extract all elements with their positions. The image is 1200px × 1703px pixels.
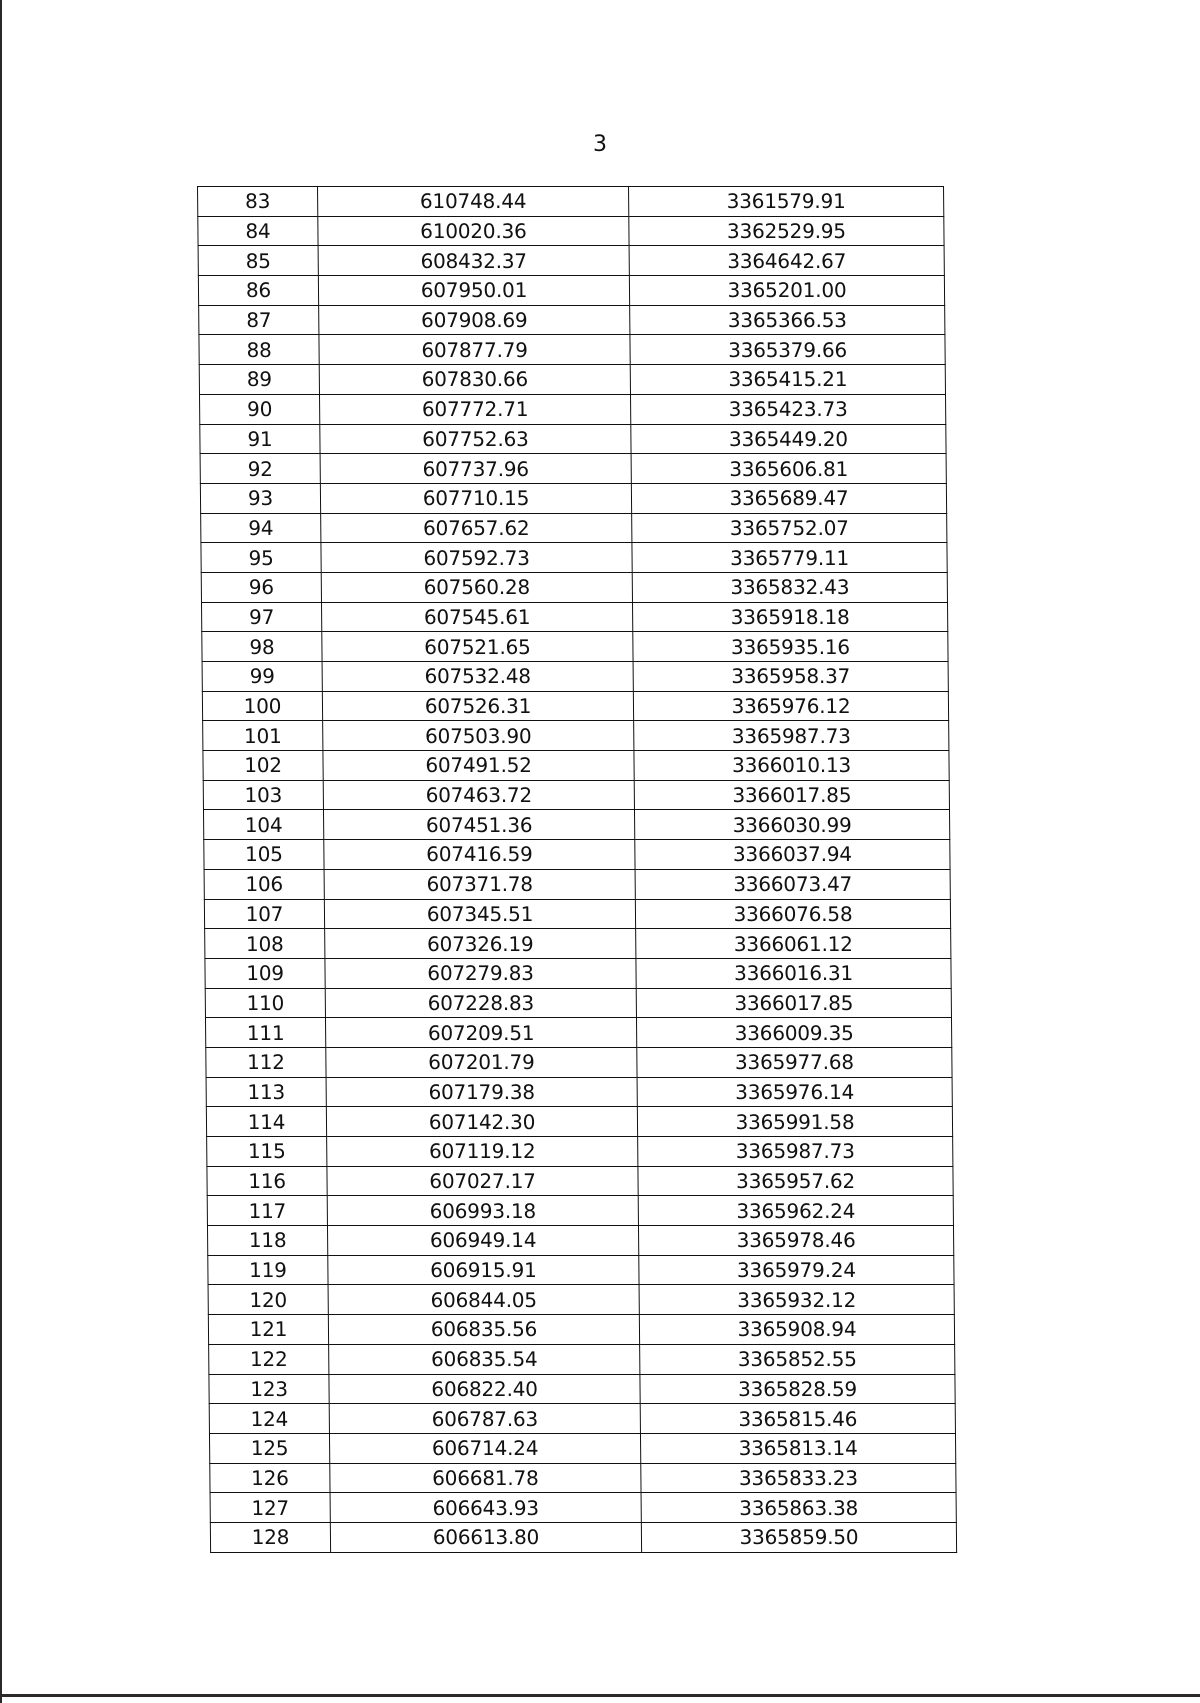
x-coordinate-cell: 608432.37 — [318, 246, 629, 276]
y-coordinate-cell: 3366009.35 — [636, 1018, 951, 1048]
y-coordinate-cell: 3366037.94 — [635, 840, 950, 870]
x-coordinate-cell: 607772.71 — [319, 394, 630, 424]
x-coordinate-cell: 607526.31 — [322, 691, 633, 721]
x-coordinate-cell: 607830.66 — [319, 365, 630, 395]
point-number-cell: 101 — [203, 721, 323, 751]
x-coordinate-cell: 606643.93 — [330, 1493, 641, 1523]
x-coordinate-cell: 607532.48 — [322, 662, 633, 692]
point-number-cell: 127 — [210, 1493, 330, 1523]
point-number-cell: 122 — [209, 1344, 329, 1374]
y-coordinate-cell: 3365859.50 — [641, 1522, 956, 1552]
table-row — [206, 1047, 952, 1077]
point-number-cell: 84 — [198, 216, 318, 246]
table-row — [209, 1404, 955, 1434]
y-coordinate-cell: 3366061.12 — [636, 929, 951, 959]
point-number-cell: 126 — [210, 1463, 330, 1493]
y-coordinate-cell: 3366017.85 — [636, 988, 951, 1018]
x-coordinate-cell: 607752.63 — [320, 424, 631, 454]
point-number-cell: 110 — [205, 988, 325, 1018]
point-number-cell: 87 — [199, 305, 319, 335]
table-row — [204, 869, 950, 899]
y-coordinate-cell: 3366030.99 — [634, 810, 949, 840]
y-coordinate-cell: 3365958.37 — [633, 662, 948, 692]
x-coordinate-cell: 607503.90 — [323, 721, 634, 751]
point-number-cell: 96 — [201, 572, 321, 602]
x-coordinate-cell: 607737.96 — [320, 454, 631, 484]
point-number-cell: 115 — [207, 1137, 327, 1167]
y-coordinate-cell: 3366016.31 — [636, 958, 951, 988]
point-number-cell: 123 — [209, 1374, 329, 1404]
y-coordinate-cell: 3365828.59 — [640, 1374, 955, 1404]
point-number-cell: 91 — [200, 424, 320, 454]
point-number-cell: 85 — [198, 246, 318, 276]
table-row — [201, 543, 947, 573]
x-coordinate-cell: 606993.18 — [327, 1196, 638, 1226]
point-number-cell: 94 — [201, 513, 321, 543]
point-number-cell: 112 — [206, 1047, 326, 1077]
x-coordinate-cell: 610020.36 — [318, 216, 629, 246]
x-coordinate-cell: 607491.52 — [323, 751, 634, 781]
point-number-cell: 103 — [203, 780, 323, 810]
x-coordinate-cell: 607371.78 — [324, 869, 635, 899]
table-row — [199, 335, 945, 365]
point-number-cell: 120 — [208, 1285, 328, 1315]
x-coordinate-cell: 607521.65 — [322, 632, 633, 662]
table-row — [200, 483, 946, 513]
y-coordinate-cell: 3365449.20 — [631, 424, 946, 454]
y-coordinate-cell: 3361579.91 — [629, 187, 944, 217]
y-coordinate-cell: 3365752.07 — [632, 513, 947, 543]
point-number-cell: 99 — [202, 662, 322, 692]
x-coordinate-cell: 606835.54 — [329, 1344, 640, 1374]
x-coordinate-cell: 607463.72 — [323, 780, 634, 810]
table-row — [204, 899, 950, 929]
y-coordinate-cell: 3365423.73 — [630, 394, 945, 424]
point-number-cell: 102 — [203, 751, 323, 781]
x-coordinate-cell: 606915.91 — [328, 1255, 639, 1285]
x-coordinate-cell: 606681.78 — [330, 1463, 641, 1493]
y-coordinate-cell: 3364642.67 — [629, 246, 944, 276]
y-coordinate-cell: 3365379.66 — [630, 335, 945, 365]
table-row — [207, 1196, 953, 1226]
y-coordinate-cell: 3365366.53 — [630, 305, 945, 335]
x-coordinate-cell: 607908.69 — [319, 305, 630, 335]
y-coordinate-cell: 3365852.55 — [640, 1344, 955, 1374]
x-coordinate-cell: 607027.17 — [327, 1166, 638, 1196]
table-row — [203, 751, 949, 781]
table-row — [204, 840, 950, 870]
x-coordinate-cell: 607201.79 — [326, 1047, 637, 1077]
x-coordinate-cell: 607209.51 — [325, 1018, 636, 1048]
point-number-cell: 93 — [200, 483, 320, 513]
y-coordinate-cell: 3365987.73 — [638, 1137, 953, 1167]
point-number-cell: 97 — [201, 602, 321, 632]
x-coordinate-cell: 606822.40 — [329, 1374, 640, 1404]
x-coordinate-cell: 607560.28 — [321, 572, 632, 602]
point-number-cell: 104 — [203, 810, 323, 840]
x-coordinate-cell: 610748.44 — [318, 187, 629, 217]
point-number-cell: 100 — [202, 691, 322, 721]
x-coordinate-cell: 607279.83 — [325, 958, 636, 988]
table-row — [199, 365, 945, 395]
table-row — [205, 929, 951, 959]
table-row — [205, 988, 951, 1018]
x-coordinate-cell: 607228.83 — [325, 988, 636, 1018]
table-row — [208, 1285, 954, 1315]
table-row — [207, 1137, 953, 1167]
table-row — [207, 1166, 953, 1196]
page-number: 3 — [593, 132, 607, 157]
y-coordinate-cell: 3365935.16 — [633, 632, 948, 662]
table-row — [210, 1522, 956, 1552]
y-coordinate-cell: 3365918.18 — [632, 602, 947, 632]
y-coordinate-cell: 3365957.62 — [638, 1166, 953, 1196]
x-coordinate-cell: 607345.51 — [324, 899, 635, 929]
table-row — [201, 572, 947, 602]
x-coordinate-cell: 607142.30 — [326, 1107, 637, 1137]
point-number-cell: 83 — [198, 187, 318, 217]
y-coordinate-cell: 3365813.14 — [640, 1433, 955, 1463]
point-number-cell: 98 — [202, 632, 322, 662]
point-number-cell: 114 — [206, 1107, 326, 1137]
x-coordinate-cell: 607451.36 — [323, 810, 634, 840]
x-coordinate-cell: 607545.61 — [321, 602, 632, 632]
point-number-cell: 86 — [198, 276, 318, 306]
y-coordinate-cell: 3362529.95 — [629, 216, 944, 246]
table-row — [202, 691, 948, 721]
scan-left-edge — [0, 0, 2, 1703]
point-number-cell: 125 — [209, 1433, 329, 1463]
y-coordinate-cell: 3365979.24 — [639, 1255, 954, 1285]
y-coordinate-cell: 3366017.85 — [634, 780, 949, 810]
y-coordinate-cell: 3365689.47 — [631, 483, 946, 513]
y-coordinate-cell: 3365606.81 — [631, 454, 946, 484]
table-row — [201, 513, 947, 543]
point-number-cell: 90 — [199, 394, 319, 424]
point-number-cell: 92 — [200, 454, 320, 484]
y-coordinate-cell: 3365415.21 — [630, 365, 945, 395]
point-number-cell: 105 — [204, 840, 324, 870]
table-row — [200, 454, 946, 484]
coordinate-table — [197, 186, 957, 1553]
point-number-cell: 118 — [207, 1226, 327, 1256]
y-coordinate-cell: 3365201.00 — [629, 276, 944, 306]
point-number-cell: 119 — [208, 1255, 328, 1285]
y-coordinate-cell: 3365976.12 — [633, 691, 948, 721]
y-coordinate-cell: 3365978.46 — [638, 1226, 953, 1256]
x-coordinate-cell: 607416.59 — [324, 840, 635, 870]
point-number-cell: 113 — [206, 1077, 326, 1107]
x-coordinate-cell: 606844.05 — [328, 1285, 639, 1315]
x-coordinate-cell: 607326.19 — [325, 929, 636, 959]
y-coordinate-cell: 3365987.73 — [634, 721, 949, 751]
y-coordinate-cell: 3365815.46 — [640, 1404, 955, 1434]
table-row — [200, 424, 946, 454]
y-coordinate-cell: 3366073.47 — [635, 869, 950, 899]
x-coordinate-cell: 607179.38 — [326, 1077, 637, 1107]
x-coordinate-cell: 607950.01 — [318, 276, 629, 306]
table-row — [208, 1315, 954, 1345]
y-coordinate-cell: 3366010.13 — [634, 751, 949, 781]
table-row — [199, 305, 945, 335]
table-row — [205, 958, 951, 988]
point-number-cell: 88 — [199, 335, 319, 365]
point-number-cell: 117 — [207, 1196, 327, 1226]
point-number-cell: 111 — [205, 1018, 325, 1048]
point-number-cell: 95 — [201, 543, 321, 573]
table-row — [203, 721, 949, 751]
table-row — [203, 780, 949, 810]
point-number-cell: 107 — [204, 899, 324, 929]
table-row — [210, 1493, 956, 1523]
table-row — [201, 602, 947, 632]
table-row — [205, 1018, 951, 1048]
x-coordinate-cell: 606835.56 — [328, 1315, 639, 1345]
table-row — [202, 632, 948, 662]
y-coordinate-cell: 3366076.58 — [635, 899, 950, 929]
table-row — [206, 1077, 952, 1107]
x-coordinate-cell: 607119.12 — [327, 1137, 638, 1167]
table-row — [209, 1433, 955, 1463]
table-row — [210, 1463, 956, 1493]
x-coordinate-cell: 606949.14 — [327, 1226, 638, 1256]
y-coordinate-cell: 3365976.14 — [637, 1077, 952, 1107]
y-coordinate-cell: 3365779.11 — [632, 543, 947, 573]
scan-bottom-edge — [0, 1694, 1200, 1697]
x-coordinate-cell: 606613.80 — [330, 1522, 641, 1552]
y-coordinate-cell: 3365832.43 — [632, 572, 947, 602]
table-row — [208, 1255, 954, 1285]
point-number-cell: 108 — [205, 929, 325, 959]
point-number-cell: 121 — [208, 1315, 328, 1345]
table-row — [198, 246, 944, 276]
coordinate-table-body — [198, 187, 957, 1553]
y-coordinate-cell: 3365962.24 — [638, 1196, 953, 1226]
x-coordinate-cell: 607710.15 — [320, 483, 631, 513]
y-coordinate-cell: 3365977.68 — [637, 1047, 952, 1077]
table-row — [199, 394, 945, 424]
y-coordinate-cell: 3365833.23 — [641, 1463, 956, 1493]
table-row — [198, 187, 944, 217]
x-coordinate-cell: 606787.63 — [329, 1404, 640, 1434]
table-row — [209, 1374, 955, 1404]
table-row — [203, 810, 949, 840]
point-number-cell: 128 — [210, 1522, 330, 1552]
table-row — [209, 1344, 955, 1374]
x-coordinate-cell: 607657.62 — [321, 513, 632, 543]
y-coordinate-cell: 3365932.12 — [639, 1285, 954, 1315]
point-number-cell: 109 — [205, 958, 325, 988]
x-coordinate-cell: 606714.24 — [329, 1433, 640, 1463]
y-coordinate-cell: 3365908.94 — [639, 1315, 954, 1345]
point-number-cell: 116 — [207, 1166, 327, 1196]
point-number-cell: 106 — [204, 869, 324, 899]
point-number-cell: 89 — [199, 365, 319, 395]
coordinate-table-container — [197, 186, 953, 1553]
x-coordinate-cell: 607877.79 — [319, 335, 630, 365]
y-coordinate-cell: 3365863.38 — [641, 1493, 956, 1523]
table-row — [202, 662, 948, 692]
table-row — [207, 1226, 953, 1256]
table-row — [198, 216, 944, 246]
table-row — [206, 1107, 952, 1137]
point-number-cell: 124 — [209, 1404, 329, 1434]
x-coordinate-cell: 607592.73 — [321, 543, 632, 573]
y-coordinate-cell: 3365991.58 — [637, 1107, 952, 1137]
table-row — [198, 276, 944, 306]
